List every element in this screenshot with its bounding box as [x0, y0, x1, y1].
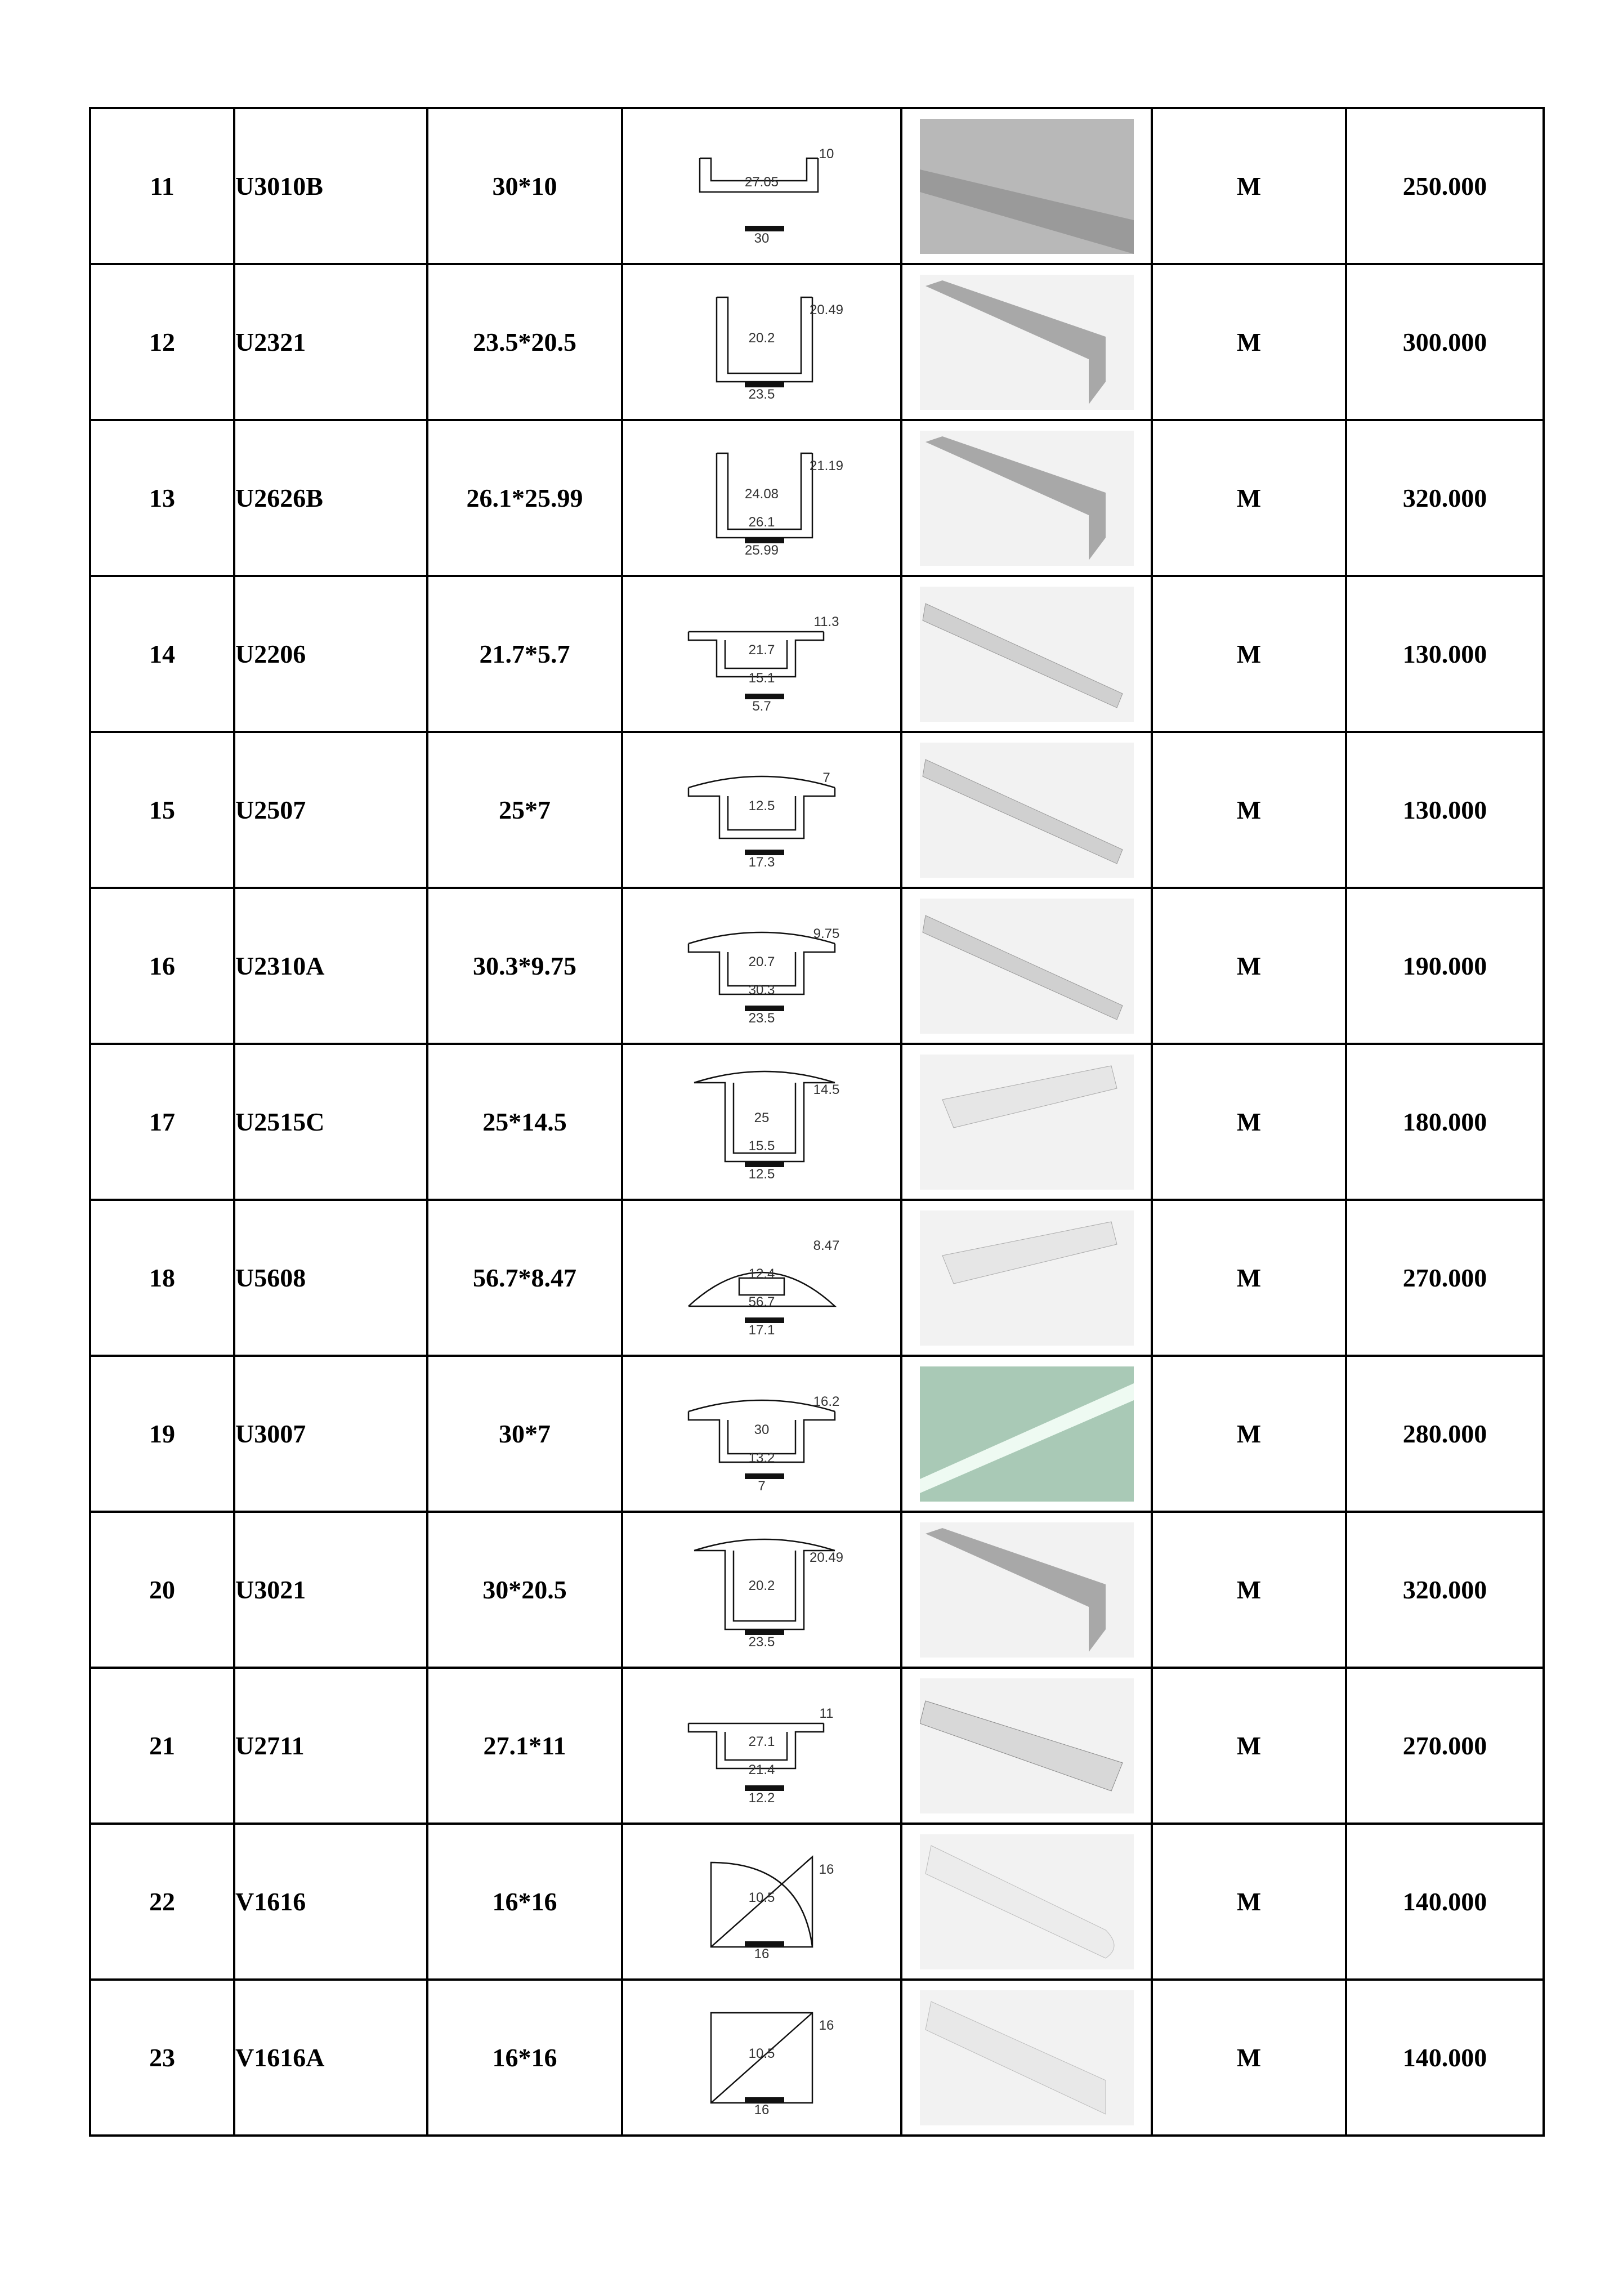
item-number: 19 — [90, 1356, 234, 1512]
item-number: 12 — [90, 264, 234, 420]
photo-cell — [901, 420, 1152, 576]
photo-cell — [901, 1824, 1152, 1980]
dimension-size: 16*16 — [427, 1980, 622, 2136]
dimension-label: 25.99 — [744, 542, 779, 558]
item-number: 18 — [90, 1200, 234, 1356]
dimension-label: 20.2 — [748, 1578, 775, 1593]
profile-cell — [622, 732, 901, 888]
dimension-label: 25 — [754, 1110, 770, 1125]
dimension-label: 17.3 — [748, 854, 775, 870]
dimension-label: 21.19 — [809, 458, 844, 474]
product-photo — [920, 743, 1134, 878]
model-code: U3010B — [234, 108, 427, 264]
price: 140.000 — [1346, 1980, 1544, 2136]
dimension-label: 12.4 — [748, 1266, 775, 1281]
dimension-label: 10.5 — [748, 1889, 775, 1905]
model-code: U3021 — [234, 1512, 427, 1668]
model-code: U2507 — [234, 732, 427, 888]
profile-cell — [622, 1824, 901, 1980]
dimension-label: 11 — [819, 1705, 834, 1721]
profile-drawing — [677, 1372, 846, 1496]
price: 130.000 — [1346, 732, 1544, 888]
dimension-size: 30*7 — [427, 1356, 622, 1512]
profile-drawing — [677, 748, 846, 872]
dimension-label: 30.3 — [748, 982, 775, 998]
profile-drawing — [677, 280, 846, 404]
price: 300.000 — [1346, 264, 1544, 420]
dimension-label: 15.5 — [748, 1138, 775, 1154]
unit: M — [1152, 1824, 1346, 1980]
dimension-label: 16 — [819, 2017, 834, 2033]
product-photo — [920, 1522, 1134, 1658]
dimension-label: 16 — [754, 2102, 770, 2118]
photo-cell — [901, 1044, 1152, 1200]
product-photo — [920, 1990, 1134, 2125]
dimension-label: 7 — [822, 770, 830, 785]
dimension-label: 20.49 — [809, 1549, 844, 1565]
dimension-label: 30 — [754, 1422, 770, 1437]
unit: M — [1152, 1356, 1346, 1512]
photo-cell — [901, 732, 1152, 888]
dimension-label: 9.75 — [813, 926, 840, 941]
photo-cell — [901, 1512, 1152, 1668]
dimension-label: 23.5 — [748, 1634, 775, 1650]
dimension-label: 23.5 — [748, 1010, 775, 1026]
item-number: 13 — [90, 420, 234, 576]
dimension-size: 25*7 — [427, 732, 622, 888]
dimension-label: 27.1 — [748, 1734, 775, 1749]
profile-drawing — [677, 1996, 846, 2120]
table-row — [90, 732, 1544, 888]
dimension-label: 56.7 — [748, 1294, 775, 1310]
item-number: 14 — [90, 576, 234, 732]
table-row — [90, 1200, 1544, 1356]
profile-drawing — [677, 1684, 846, 1808]
dimension-label: 14.5 — [813, 1082, 840, 1097]
unit: M — [1152, 264, 1346, 420]
profile-drawing — [677, 592, 846, 716]
unit: M — [1152, 1668, 1346, 1824]
dimension-label: 20.49 — [809, 302, 844, 318]
dimension-label: 30 — [754, 230, 770, 246]
unit: M — [1152, 1044, 1346, 1200]
dimension-label: 11.3 — [813, 614, 839, 629]
price-table — [89, 107, 1545, 2137]
dimension-label: 21.7 — [748, 642, 775, 658]
model-code: U3007 — [234, 1356, 427, 1512]
profile-drawing — [677, 1216, 846, 1340]
price: 140.000 — [1346, 1824, 1544, 1980]
dimension-label: 12.2 — [748, 1790, 775, 1806]
model-code: V1616A — [234, 1980, 427, 2136]
unit: M — [1152, 888, 1346, 1044]
table-row — [90, 1668, 1544, 1824]
profile-drawing — [677, 1060, 846, 1184]
photo-cell — [901, 1668, 1152, 1824]
unit: M — [1152, 1200, 1346, 1356]
product-photo — [920, 587, 1134, 722]
item-number: 17 — [90, 1044, 234, 1200]
dimension-size: 26.1*25.99 — [427, 420, 622, 576]
dimension-label: 10.5 — [748, 2045, 775, 2061]
dimension-label: 12.5 — [748, 1166, 775, 1182]
product-photo — [920, 1210, 1134, 1346]
product-photo — [920, 1678, 1134, 1813]
dimension-label: 7 — [758, 1478, 766, 1494]
dimension-size: 30*10 — [427, 108, 622, 264]
item-number: 20 — [90, 1512, 234, 1668]
item-number: 23 — [90, 1980, 234, 2136]
dimension-label: 10 — [819, 146, 834, 162]
dimension-size: 21.7*5.7 — [427, 576, 622, 732]
price: 130.000 — [1346, 576, 1544, 732]
profile-cell — [622, 420, 901, 576]
unit: M — [1152, 576, 1346, 732]
profile-cell — [622, 1356, 901, 1512]
dimension-label: 16.2 — [813, 1393, 840, 1409]
profile-cell — [622, 1668, 901, 1824]
profile-drawing — [677, 436, 846, 560]
profile-cell — [622, 1980, 901, 2136]
photo-cell — [901, 1200, 1152, 1356]
table-row — [90, 1044, 1544, 1200]
unit: M — [1152, 1512, 1346, 1668]
unit: M — [1152, 732, 1346, 888]
profile-cell — [622, 1200, 901, 1356]
profile-cell — [622, 1512, 901, 1668]
price: 250.000 — [1346, 108, 1544, 264]
model-code: U2206 — [234, 576, 427, 732]
photo-cell — [901, 264, 1152, 420]
model-code: U2626B — [234, 420, 427, 576]
dimension-label: 20.7 — [748, 954, 775, 970]
table-row — [90, 420, 1544, 576]
profile-drawing — [677, 1840, 846, 1964]
price: 270.000 — [1346, 1668, 1544, 1824]
item-number: 22 — [90, 1824, 234, 1980]
dimension-size: 25*14.5 — [427, 1044, 622, 1200]
photo-cell — [901, 108, 1152, 264]
unit: M — [1152, 108, 1346, 264]
dimension-label: 16 — [819, 1861, 834, 1877]
dimension-label: 8.47 — [813, 1238, 840, 1253]
model-code: U5608 — [234, 1200, 427, 1356]
model-code: U2321 — [234, 264, 427, 420]
price: 190.000 — [1346, 888, 1544, 1044]
dimension-label: 16 — [754, 1946, 770, 1962]
profile-drawing — [677, 904, 846, 1028]
profile-cell — [622, 264, 901, 420]
dimension-label: 23.5 — [748, 386, 775, 402]
profile-drawing — [677, 124, 846, 248]
table-row — [90, 1512, 1544, 1668]
photo-cell — [901, 1980, 1152, 2136]
item-number: 21 — [90, 1668, 234, 1824]
table-row — [90, 1356, 1544, 1512]
dimension-label: 21.4 — [748, 1762, 775, 1777]
photo-cell — [901, 576, 1152, 732]
dimension-label: 20.2 — [748, 330, 775, 346]
model-code: U2711 — [234, 1668, 427, 1824]
table-row — [90, 576, 1544, 732]
product-photo — [920, 1055, 1134, 1190]
dimension-label: 5.7 — [752, 698, 771, 714]
dimension-size: 56.7*8.47 — [427, 1200, 622, 1356]
dimension-size: 23.5*20.5 — [427, 264, 622, 420]
product-photo — [920, 431, 1134, 566]
table-row — [90, 888, 1544, 1044]
photo-cell — [901, 888, 1152, 1044]
photo-cell — [901, 1356, 1152, 1512]
unit: M — [1152, 420, 1346, 576]
dimension-size: 30.3*9.75 — [427, 888, 622, 1044]
model-code: V1616 — [234, 1824, 427, 1980]
dimension-label: 13.2 — [748, 1450, 775, 1466]
product-photo — [920, 1366, 1134, 1502]
dimension-label: 24.08 — [744, 486, 779, 502]
dimension-label: 27.05 — [744, 174, 779, 190]
price: 180.000 — [1346, 1044, 1544, 1200]
dimension-size: 30*20.5 — [427, 1512, 622, 1668]
dimension-size: 16*16 — [427, 1824, 622, 1980]
product-photo — [920, 275, 1134, 410]
dimension-label: 17.1 — [748, 1322, 775, 1338]
profile-drawing — [677, 1528, 846, 1652]
model-code: U2310A — [234, 888, 427, 1044]
table-row — [90, 108, 1544, 264]
item-number: 15 — [90, 732, 234, 888]
price: 320.000 — [1346, 420, 1544, 576]
profile-cell — [622, 576, 901, 732]
item-number: 11 — [90, 108, 234, 264]
profile-cell — [622, 888, 901, 1044]
price: 320.000 — [1346, 1512, 1544, 1668]
item-number: 16 — [90, 888, 234, 1044]
product-photo — [920, 899, 1134, 1034]
dimension-label: 15.1 — [748, 670, 775, 686]
table-row — [90, 1824, 1544, 1980]
model-code: U2515C — [234, 1044, 427, 1200]
table-row — [90, 1980, 1544, 2136]
table-row — [90, 264, 1544, 420]
dimension-label: 26.1 — [748, 514, 775, 530]
product-photo — [920, 119, 1134, 254]
dimension-size: 27.1*11 — [427, 1668, 622, 1824]
profile-cell — [622, 1044, 901, 1200]
profile-cell — [622, 108, 901, 264]
unit: M — [1152, 1980, 1346, 2136]
price: 280.000 — [1346, 1356, 1544, 1512]
product-photo — [920, 1834, 1134, 1969]
dimension-label: 12.5 — [748, 798, 775, 814]
price: 270.000 — [1346, 1200, 1544, 1356]
